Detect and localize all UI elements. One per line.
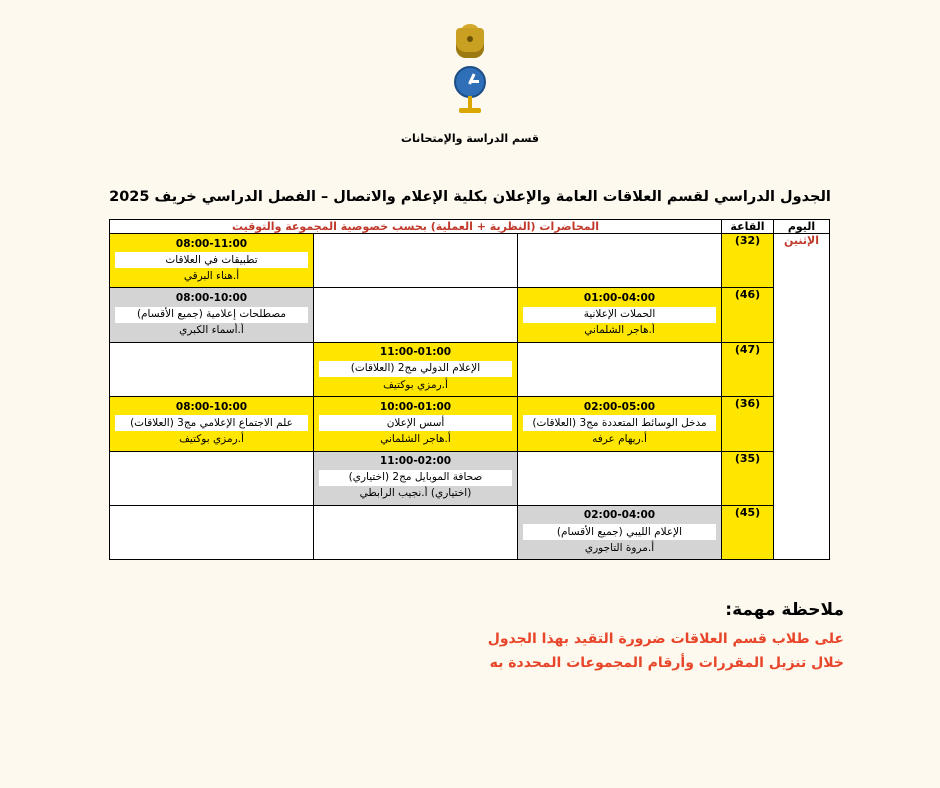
course-instructor: أ.مروة التاجوري xyxy=(521,540,718,556)
schedule-cell xyxy=(109,342,313,396)
header-lectures: المحاضرات (النظرية + العملية) بحسب خصوصية المجموعة والتوقيت xyxy=(109,220,721,234)
course-instructor: أ.هاجر الشلماني xyxy=(521,323,718,339)
course-block xyxy=(518,397,721,450)
hall-cell: (45) xyxy=(722,505,774,559)
schedule-cell xyxy=(109,234,313,288)
schedule-cell xyxy=(109,288,313,342)
course-instructor: أ.رمزي بوكتيف xyxy=(317,377,514,393)
schedule-body xyxy=(109,234,829,560)
course-name: مدخل الوسائط المتعددة مج3 (العلاقات) xyxy=(523,415,716,431)
course-block xyxy=(518,288,721,341)
course-block xyxy=(110,234,313,287)
schedule-cell xyxy=(109,505,313,559)
course-block xyxy=(314,452,517,505)
schedule-table xyxy=(109,219,830,560)
schedule-cell xyxy=(314,397,518,451)
course-time: 08:00-10:00 xyxy=(113,290,310,306)
course-name: الإعلام الليبي (جميع الأقسام) xyxy=(523,524,716,540)
day-cell: الإثنين xyxy=(774,234,830,560)
course-name: علم الاجتماع الإعلامي مج3 (العلاقات) xyxy=(115,415,308,431)
course-block xyxy=(314,397,517,450)
hall-cell: (47) xyxy=(722,342,774,396)
table-row xyxy=(109,288,829,342)
course-time: 01:00-04:00 xyxy=(521,290,718,306)
course-time: 02:00-04:00 xyxy=(521,508,718,524)
schedule-cell xyxy=(314,451,518,505)
schedule-cell xyxy=(314,234,518,288)
note-line-1: على طلاب قسم العلاقات ضرورة التقيد بهذا الجدول xyxy=(487,631,844,647)
course-instructor: أ.رمزي بوكتيف xyxy=(113,431,310,447)
course-time: 08:00-11:00 xyxy=(113,236,310,252)
table-row xyxy=(109,397,829,451)
schedule-cell xyxy=(518,451,722,505)
hall-cell: (46) xyxy=(722,288,774,342)
hall-cell: (32) xyxy=(722,234,774,288)
schedule-cell xyxy=(314,288,518,342)
schedule-cell xyxy=(109,397,313,451)
course-instructor: أ.ريهام عرفه xyxy=(521,431,718,447)
course-block xyxy=(518,506,721,559)
course-instructor: أ.هاجر الشلماني xyxy=(317,431,514,447)
important-note xyxy=(284,600,844,676)
schedule-cell xyxy=(314,505,518,559)
course-name: الحملات الإعلانية xyxy=(523,307,716,323)
table-header-row xyxy=(109,220,829,234)
department-line: قسم الدراسة والإمتحانات xyxy=(401,132,539,145)
table-row xyxy=(109,342,829,396)
university-logo-icon xyxy=(450,66,490,118)
schedule-cell xyxy=(314,342,518,396)
note-title: ملاحظة مهمة: xyxy=(725,600,844,620)
schedule-cell xyxy=(109,451,313,505)
header-day: اليوم xyxy=(774,220,830,234)
schedule-cell xyxy=(518,505,722,559)
table-row xyxy=(109,505,829,559)
schedule-cell xyxy=(518,234,722,288)
hall-cell: (35) xyxy=(722,451,774,505)
course-instructor: (اختياري) أ.نجيب الرابطي xyxy=(317,486,514,502)
course-time: 11:00-01:00 xyxy=(317,345,514,361)
header-hall: القاعة xyxy=(722,220,774,234)
course-time: 08:00-10:00 xyxy=(113,399,310,415)
note-line-2: خلال تنزيل المقررات وأرقام المجموعات المحددة به xyxy=(489,654,844,671)
course-block xyxy=(314,343,517,396)
course-time: 10:00-01:00 xyxy=(317,399,514,415)
document-header xyxy=(0,0,940,145)
course-time: 11:00-02:00 xyxy=(317,454,514,470)
hall-cell: (36) xyxy=(722,397,774,451)
course-block xyxy=(110,288,313,341)
schedule-cell xyxy=(518,342,722,396)
course-name: تطبيقات في العلاقات xyxy=(115,252,308,268)
course-name: مصطلحات إعلامية (جميع الأقسام) xyxy=(115,307,308,323)
table-row xyxy=(109,451,829,505)
course-name: صحافة الموبايل مج2 (اختياري) xyxy=(319,470,512,486)
course-name: الإعلام الدولي مج2 (العلاقات) xyxy=(319,361,512,377)
course-name: أسس الإعلان xyxy=(319,415,512,431)
schedule-cell xyxy=(518,288,722,342)
course-instructor: أ.هناء البرقي xyxy=(113,268,310,284)
course-instructor: أ.أسماء الكبري xyxy=(113,323,310,339)
schedule-cell xyxy=(518,397,722,451)
course-block xyxy=(110,397,313,450)
table-row xyxy=(109,234,829,288)
page-title: الجدول الدراسي لقسم العلاقات العامة والإعلان بكلية الإعلام والاتصال – الفصل الدراسي خريف 2025 xyxy=(109,189,831,205)
schedule-table-wrapper xyxy=(110,219,830,560)
course-time: 02:00-05:00 xyxy=(521,399,718,415)
state-emblem-icon xyxy=(448,24,492,64)
